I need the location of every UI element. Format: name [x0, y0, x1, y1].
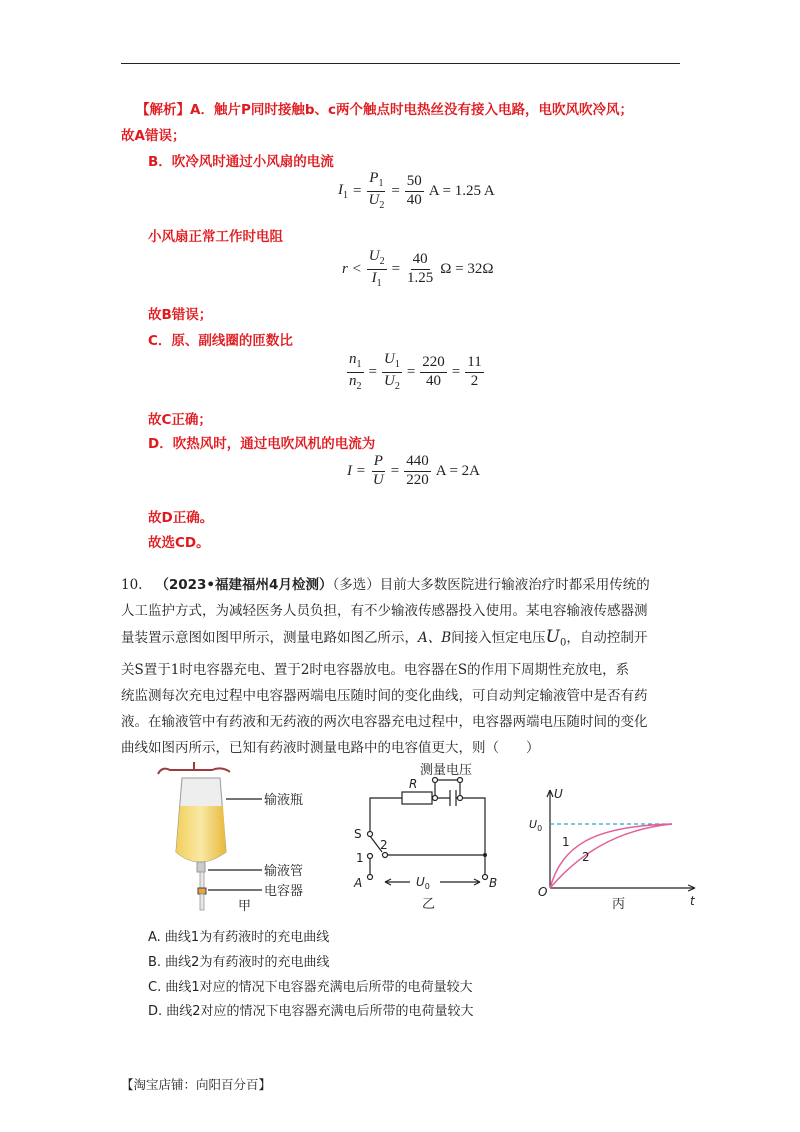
- top-rule: [121, 63, 680, 64]
- label-b: B: [489, 876, 498, 890]
- label-2: 2: [380, 838, 388, 852]
- label-measure: 测量电压: [420, 763, 473, 778]
- question-line-7: 曲线如图丙所示，已知有药液时测量电路中的电容值更大，则（ ）: [121, 739, 540, 756]
- analysis-d-head: D．吹热风时，通过电吹风机的电流为: [148, 436, 376, 452]
- question-line-3: 量装置示意图如图甲所示，测量电路如图乙所示，A、B间接入恒定电压$U_0$，自动控制开: [121, 627, 648, 649]
- label-u0: $U_0$: [416, 875, 430, 891]
- question-line-5: 统监测每次充电过程中电容器两端电压随时间的变化曲线，可自动判定输液管中是否有药: [121, 687, 648, 704]
- label-tube: 输液管: [264, 864, 304, 879]
- analysis-c-head: C．原、副线圈的匝数比: [148, 333, 293, 349]
- caption-jia: 甲: [238, 899, 252, 912]
- figure-bing: [520, 784, 700, 912]
- question-line-6: 液。在输液管中有药液和无药液的两次电容器充电过程中，电容器两端电压随时间的变化: [121, 713, 648, 730]
- analysis-line-1: 【解析】A．触片P同时接触b、c两个触点时电热丝没有接入电路，电吹风吹冷风；: [136, 102, 634, 118]
- question-line-4: 关S置于1时电容器充电、置于2时电容器放电。电容器在S的作用下周期性充放电，系: [121, 661, 630, 678]
- iv-tube: [200, 872, 204, 890]
- label-capacitor: 电容器: [264, 884, 304, 899]
- iv-liquid: [176, 806, 226, 862]
- label-a: A: [354, 876, 363, 890]
- iv-hook: [158, 762, 230, 774]
- footer-shop: 【淘宝店铺：向阳百分百】: [121, 1077, 272, 1092]
- formula-fan-resistance: r < $\frac{U_2}{I_1}$ = $\frac{40}{1.25}$ Ω = 32Ω: [342, 248, 494, 289]
- option-a: A. 曲线1为有药液时的充电曲线: [148, 930, 330, 945]
- label-r: R: [409, 777, 418, 791]
- label-1: 1: [356, 851, 364, 865]
- analysis-answer: 故选CD。: [148, 535, 210, 551]
- label-axis-t: t: [690, 894, 695, 908]
- figure-yi: [340, 760, 510, 910]
- iv-neck: [197, 862, 205, 872]
- question-line-2: 人工监护方式，为减轻医务人员负担，有不少输液传感器投入使用。某电容输液传感器测: [121, 603, 648, 619]
- label-u0-tick: $U_0$: [529, 818, 543, 833]
- label-curve-1: 1: [562, 835, 570, 849]
- analysis-b-end: 故B错误；: [148, 307, 213, 323]
- formula-hot-current: I = $\frac{P}{U}$ = $\frac{440}{220}$ A = 2A: [347, 453, 480, 488]
- option-b: B. 曲线2为有药液时的充电曲线: [148, 955, 330, 970]
- option-c: C. 曲线1对应的情况下电容器充满电后所带的电荷量较大: [148, 980, 473, 995]
- curve-2: [550, 824, 672, 888]
- iv-tube-lower: [200, 894, 204, 910]
- resistor: [402, 792, 432, 804]
- formula-fan-current: $I_1$ = $\frac{P_1}{U_2}$ = $\frac{50}{40}$ A = 1.25 A: [338, 170, 495, 211]
- analysis-d-end: 故D正确。: [148, 510, 214, 526]
- curve-1: [550, 824, 672, 888]
- label-curve-2: 2: [582, 850, 590, 864]
- analysis-b-mid: 小风扇正常工作时电阻: [148, 229, 283, 245]
- caption-yi: 乙: [422, 897, 436, 910]
- formula-turns-ratio: $\frac{n_1}{n_2}$ = $\frac{U_1}{U_2}$ = $\frac{220}{40}$ = $\frac{11}{2}$: [349, 351, 482, 392]
- question-line-1: 10. （2023•福建福州4月检测）（多选）目前大多数医院进行输液治疗时都采用传统的: [121, 577, 650, 593]
- analysis-c-end: 故C正确；: [148, 412, 212, 428]
- label-origin: O: [538, 885, 548, 899]
- label-bottle: 输液瓶: [264, 793, 304, 808]
- figure-jia: [150, 762, 330, 912]
- analysis-b-head: B．吹冷风时通过小风扇的电流: [148, 154, 334, 170]
- option-d: D. 曲线2对应的情况下电容器充满电后所带的电荷量较大: [148, 1004, 474, 1019]
- label-axis-u: U: [554, 787, 563, 801]
- label-s: S: [354, 827, 362, 841]
- question-10: [121, 572, 691, 761]
- caption-bing: 丙: [612, 897, 626, 912]
- analysis-line-2: 故A错误；: [121, 128, 186, 144]
- iv-capacitor: [198, 888, 206, 894]
